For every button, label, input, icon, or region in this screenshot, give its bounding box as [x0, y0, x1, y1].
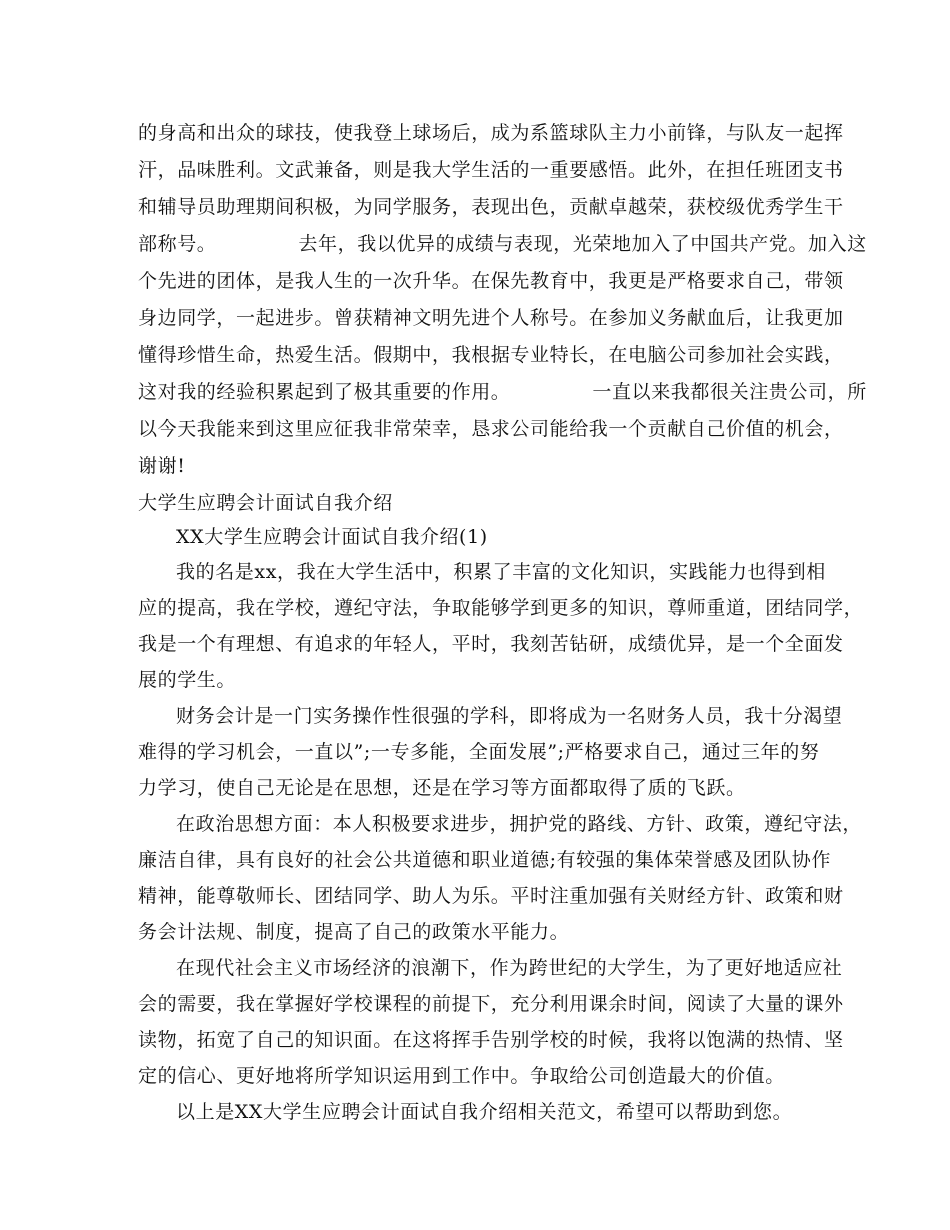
text-line: 谢谢! [138, 455, 186, 477]
text-line: 力学习，使自己无论是在思想，还是在学习等方面都取得了质的飞跃。 [138, 777, 746, 799]
text-line: 应的提高，我在学校，遵纪守法，争取能够学到更多的知识，尊师重道，团结同学， [138, 597, 864, 619]
text-line: 定的信心、更好地将所学知识运用到工作中。争取给公司创造最大的价值。 [138, 1065, 785, 1087]
text-line: 难得的学习机会，一直以”;一专多能，全面发展”;严格要求自己，通过三年的努 [138, 741, 820, 763]
text-line: 会的需要，我在掌握好学校课程的前提下，充分利用课余时间，阅读了大量的课外 [138, 993, 844, 1015]
text-line: 身边同学，一起进步。曾获精神文明先进个人称号。在参加义务献血后，让我更加 [138, 307, 844, 329]
text-line: 读物，拓宽了自己的知识面。在这将挥手告别学校的时候，我将以饱满的热情、坚 [138, 1029, 844, 1051]
text-line: 汗，品味胜利。文武兼备，则是我大学生活的一重要感悟。此外，在担任班团支书 [138, 159, 844, 181]
text-line: 廉洁自律，具有良好的社会公共道德和职业道德;有较强的集体荣誉感及团队协作 [138, 849, 832, 871]
text-line [138, 229, 867, 256]
text-line: 我的名是xx，我在大学生活中，积累了丰富的文化知识，实践能力也得到相 [176, 561, 826, 583]
section-title: 大学生应聘会计面试自我介绍 [138, 492, 393, 514]
text-line: 在现代社会主义市场经济的浪潮下，作为跨世纪的大学生，为了更好地适应社 [176, 957, 843, 979]
text-segment: 这对我的经验积累起到了极其重要的作用。 [138, 381, 511, 403]
text-line: 我是一个有理想、有追求的年轻人，平时，我刻苦钻研，成绩优异，是一个全面发 [138, 633, 844, 655]
text-line: 懂得珍惜生命，热爱生活。假期中，我根据专业特长，在电脑公司参加社会实践， [138, 344, 844, 366]
text-segment: 一直以来我都很关注贵公司，所 [592, 381, 867, 403]
text-line: 务会计法规、制度，提高了自己的政策水平能力。 [138, 921, 570, 943]
article-title: XX大学生应聘会计面试自我介绍(1) [176, 526, 488, 548]
text-line: 和辅导员助理期间积极，为同学服务，表现出色，贡献卓越荣，获校级优秀学生干 [138, 196, 844, 218]
text-line: 展的学生。 [138, 669, 237, 691]
text-line: 财务会计是一门实务操作性很强的学科，即将成为一名财务人员，我十分渴望 [176, 705, 843, 727]
text-segment: 部称号。 [138, 233, 217, 255]
text-line: 个先进的团体，是我人生的一次升华。在保先教育中，我更是严格要求自己，带领 [138, 270, 844, 292]
text-line: 以上是XX大学生应聘会计面试自我介绍相关范文，希望可以帮助到您。 [176, 1101, 793, 1123]
text-line [138, 377, 867, 404]
text-line: 精神，能尊敬师长、团结同学、助人为乐。平时注重加强有关财经方针、政策和财 [138, 885, 844, 907]
text-line: 在政治思想方面：本人积极要求进步，拥护党的路线、方针、政策，遵纪守法， [176, 813, 863, 835]
text-line: 的身高和出众的球技，使我登上球场后，成为系篮球队主力小前锋，与队友一起挥 [138, 122, 844, 144]
text-line: 以今天我能来到这里应征我非常荣幸，恳求公司能给我一个贡献自己价值的机会， [138, 418, 844, 440]
text-segment: 去年，我以优异的成绩与表现，光荣地加入了中国共产党。加入这 [298, 233, 867, 255]
